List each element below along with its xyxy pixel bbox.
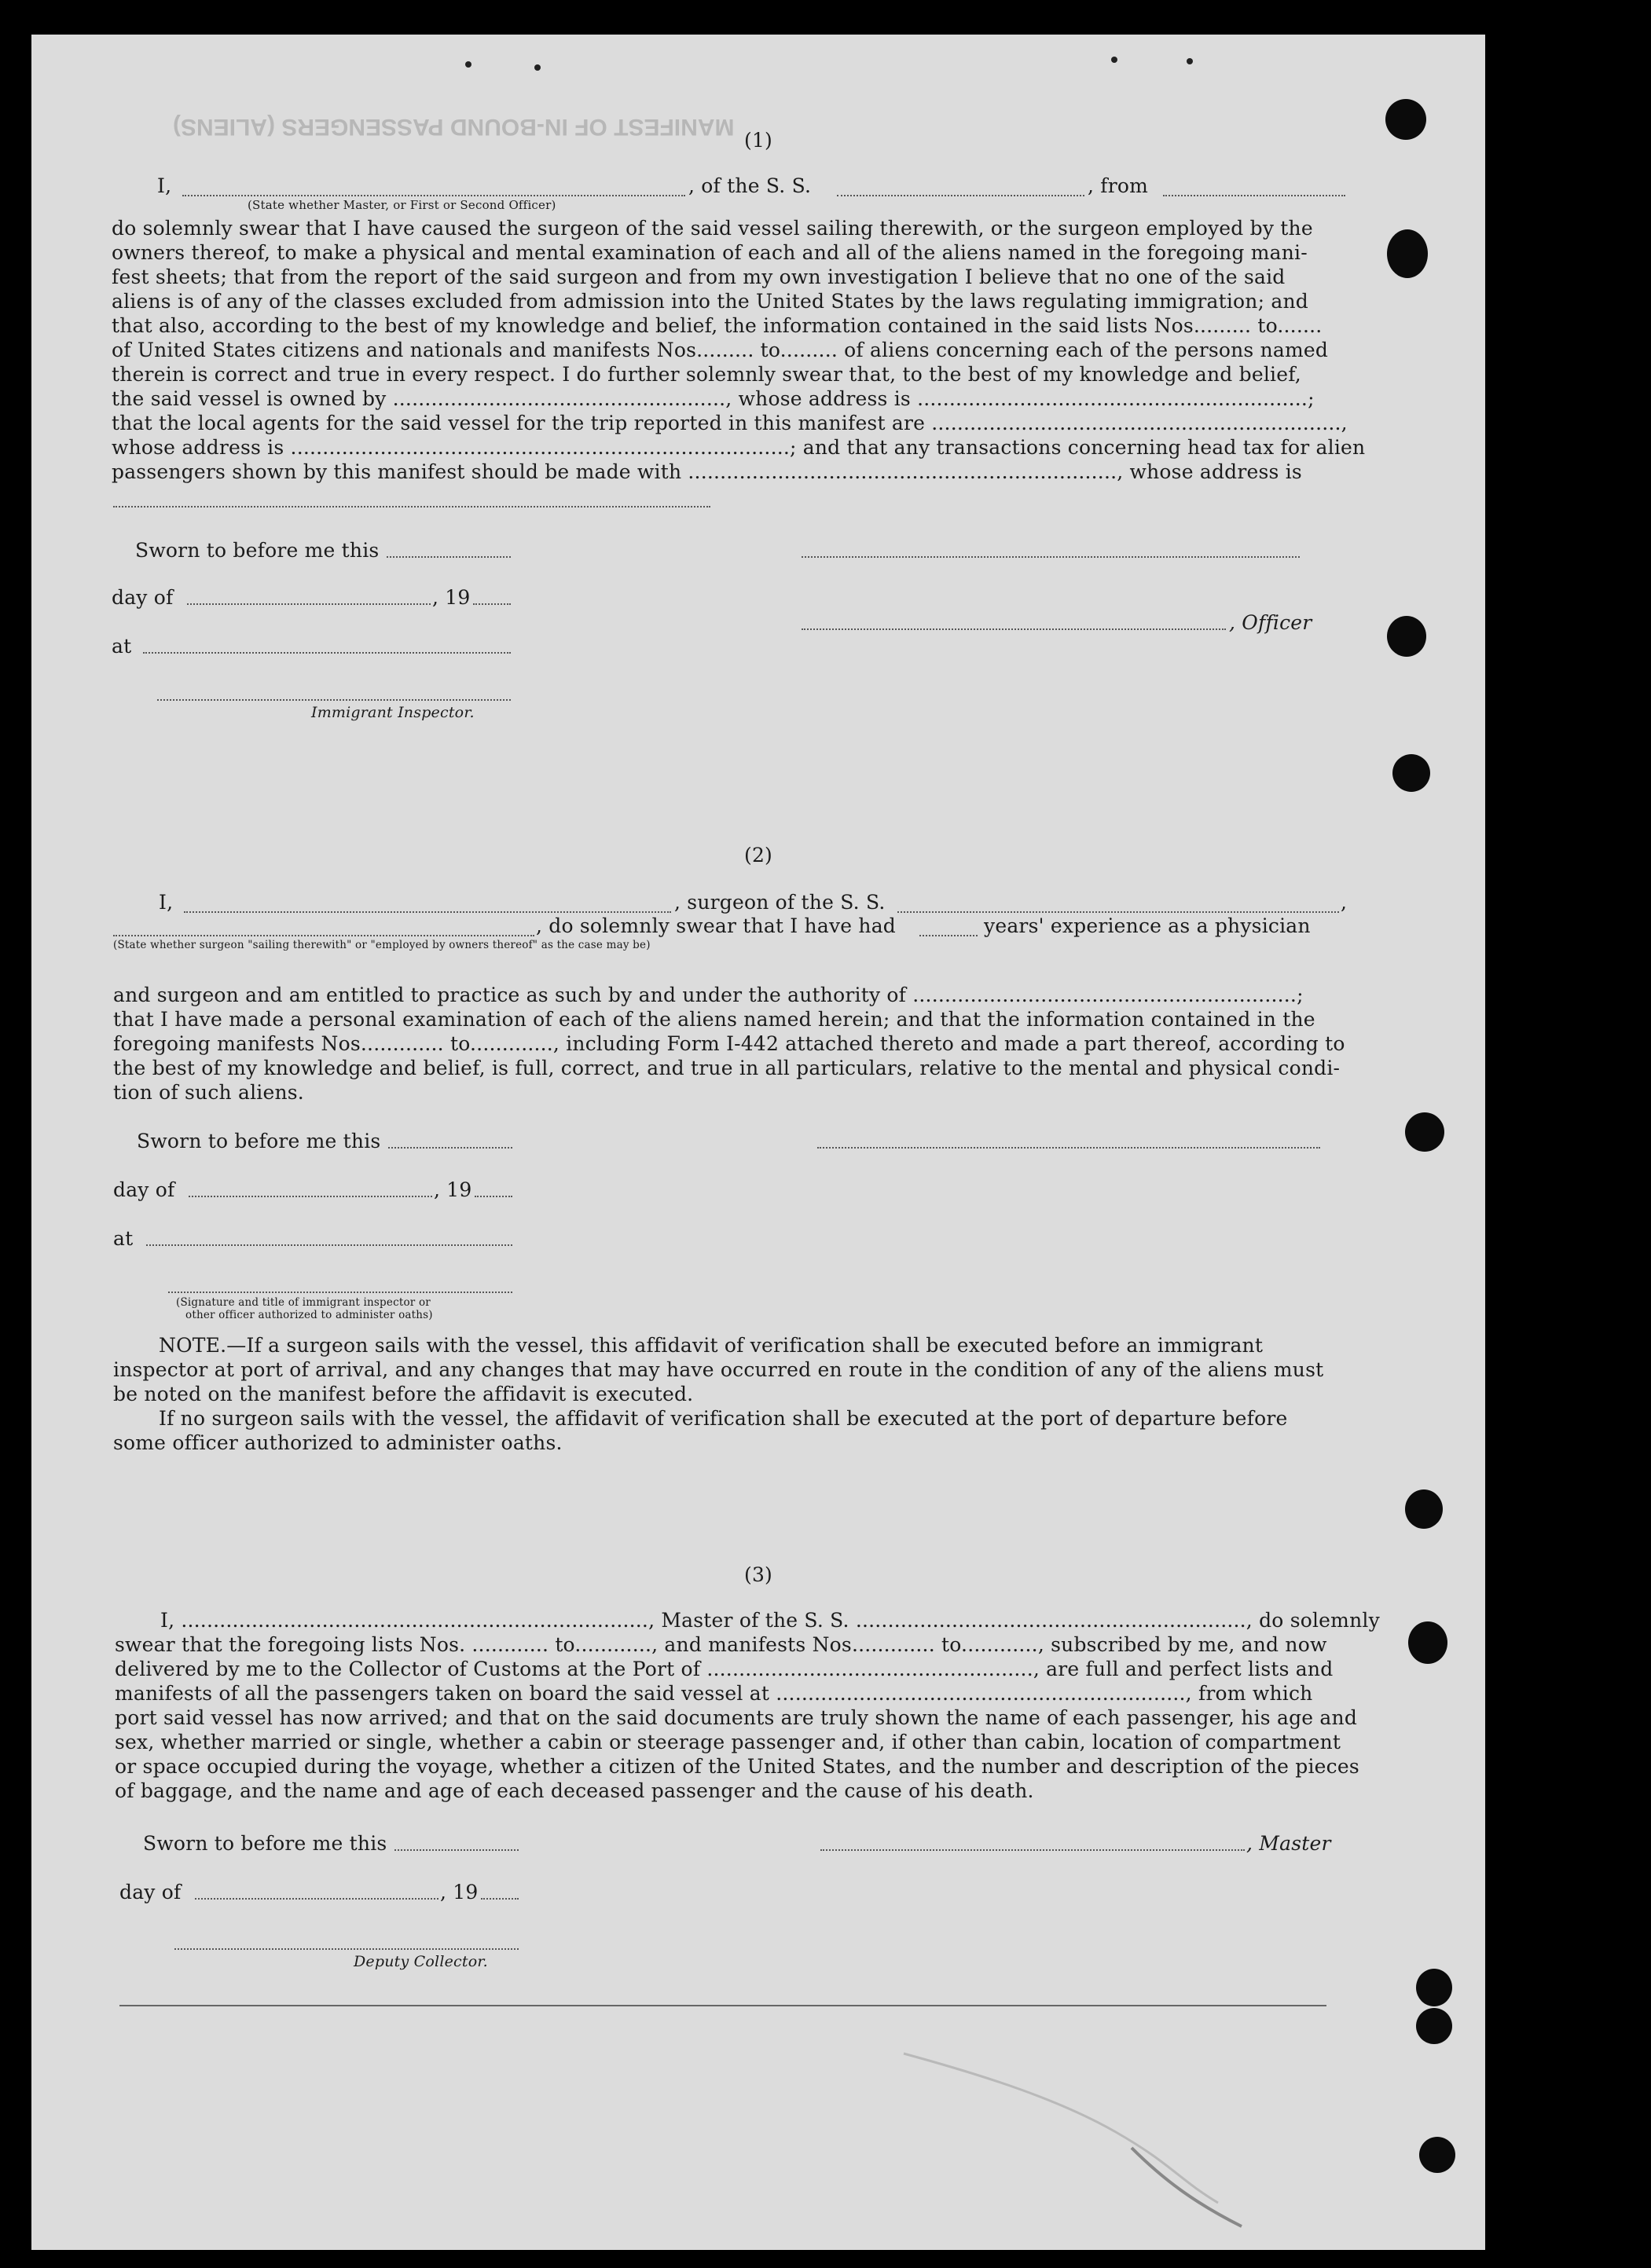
s3-para-line-7: or space occupied during the voyage, whether a citizen of the United States, and the number and description of the pieces [115, 1755, 1359, 1778]
s2-years-field [919, 935, 978, 936]
s1-at-label: at [112, 635, 132, 658]
s1-sworn-label: Sworn to before me this [135, 539, 380, 562]
s2-para-line-3: foregoing manifests Nos............. to............., including Form I-442 attached thereto and made a part thereof, according to [113, 1032, 1345, 1055]
s3-collector-signature-line [174, 1948, 519, 1950]
document-page [31, 35, 1485, 2250]
s1-para-line-4: aliens is of any of the classes excluded from admission into the United States by the laws regulating immigration; and [112, 290, 1308, 313]
s2-note-line-4: If no surgeon sails with the vessel, the affidavit of verification shall be executed at the port of departure before [159, 1407, 1288, 1430]
s2-name-field [184, 911, 671, 913]
s2-vessel-field [897, 911, 1339, 913]
s2-surgeon-signature-line [817, 1147, 1320, 1149]
s2-day-label: day of [113, 1178, 175, 1201]
s2-para-line-5: tion of such aliens. [113, 1081, 304, 1104]
s2-i-label: I, [159, 891, 174, 914]
s3-day-label: day of [119, 1881, 182, 1903]
s2-sworn-label: Sworn to before me this [137, 1130, 381, 1152]
s1-para-line-3: fest sheets; that from the report of the said surgeon and from my own investigation I believe that no one of the said [112, 266, 1286, 288]
s2-note-line-2: inspector at port of arrival, and any changes that may have occurred en route in the condition of any of the aliens must [113, 1358, 1324, 1381]
s2-status-note: (State whether surgeon "sailing therewith" or "employed by owners thereof" as the case may be) [113, 939, 651, 951]
s3-master-label: , Master [1246, 1832, 1331, 1855]
s3-para-line-4: manifests of all the passengers taken on board the said vessel at ................................................................, from which [115, 1682, 1313, 1705]
s1-at-field [143, 652, 511, 654]
s1-year-field [473, 603, 511, 605]
s1-of-ss-label: , of the S. S. [688, 174, 812, 197]
s3-para-line-1: I, ........................................................................., Master of the S. S. ............................................................., do solemnly [160, 1609, 1380, 1632]
s2-note-line-3: be noted on the manifest before the affidavit is executed. [113, 1383, 694, 1405]
s3-day-field [195, 1898, 438, 1900]
s2-para-line-1: and surgeon and am entitled to practice as such by and under the authority of ............................................................; [113, 984, 1304, 1006]
s1-inspector-label: Immigrant Inspector. [311, 704, 475, 721]
punch-hole [1419, 2137, 1455, 2173]
scan-speck [465, 61, 471, 68]
s3-sworn-field [394, 1849, 519, 1851]
punch-hole [1405, 1112, 1444, 1152]
s2-years-label: years' experience as a physician [984, 914, 1311, 937]
s1-para-line-11: passengers shown by this manifest should be made with ..................................................................., whose address is [112, 460, 1302, 483]
s3-collector-label: Deputy Collector. [354, 1953, 488, 1970]
s1-officer-signature-line-1 [802, 556, 1300, 558]
s2-year-field [475, 1196, 512, 1197]
section-1-number: (1) [743, 129, 772, 152]
scan-speck [534, 64, 541, 71]
s1-year-label: , 19 [432, 586, 471, 609]
s2-at-field [146, 1244, 512, 1246]
s2-note-line-5: some officer authorized to administer oaths. [113, 1431, 563, 1454]
s2-para-line-2: that I have made a personal examination of each of the aliens named herein; and that the information contained in the [113, 1008, 1315, 1031]
s3-para-line-2: swear that the foregoing lists Nos. ............ to............, and manifests Nos............. to............, subscribed by me, and now [115, 1633, 1327, 1656]
s1-sworn-field [387, 556, 511, 558]
s1-from-field [1163, 195, 1345, 196]
s1-para-line-5: that also, according to the best of my knowledge and belief, the information contained in the said lists Nos......... to....... [112, 314, 1323, 337]
s2-sig-note-2: other officer authorized to administer oaths) [185, 1309, 433, 1321]
s2-sig-note-1: (Signature and title of immigrant inspector or [176, 1296, 431, 1309]
s2-comma: , [1341, 891, 1348, 914]
s3-master-signature-line [820, 1849, 1245, 1851]
s1-para-line-8: the said vessel is owned by ...................................................., whose address is .............................................................; [112, 387, 1315, 410]
s1-para-line-2: owners thereof, to make a physical and mental examination of each and all of the aliens named in the foregoing mani- [112, 241, 1308, 264]
s3-para-line-6: sex, whether married or single, whether a cabin or steerage passenger and, if other than cabin, location of compartment [115, 1731, 1341, 1753]
s2-sworn-field [388, 1147, 512, 1149]
bottom-rule [119, 2005, 1326, 2006]
s1-para-line-10: whose address is ..............................................................................; and that any transactions concerning head tax for alien [112, 436, 1366, 459]
scan-speck [1111, 57, 1117, 63]
s3-year-label: , 19 [440, 1881, 479, 1903]
paper-crease [896, 2046, 1289, 2234]
punch-hole [1387, 229, 1428, 278]
s2-surgeon-of-ss-label: , surgeon of the S. S. [674, 891, 886, 914]
s1-day-field [187, 603, 431, 605]
punch-hole [1405, 1489, 1443, 1529]
s1-para-line-7: therein is correct and true in every respect. I do further solemnly swear that, to the best of my knowledge and belief, [112, 363, 1301, 386]
s2-at-label: at [113, 1227, 134, 1250]
section-3-number: (3) [743, 1563, 772, 1586]
s3-sworn-label: Sworn to before me this [143, 1832, 387, 1855]
section-2-number: (2) [743, 844, 772, 867]
s3-para-line-8: of baggage, and the name and age of each deceased passenger and the cause of his death. [115, 1779, 1034, 1802]
s1-vessel-field [837, 195, 1084, 196]
punch-hole [1387, 616, 1426, 657]
s2-inspector-signature-line [168, 1292, 512, 1293]
s1-officer-label: , Officer [1229, 611, 1312, 634]
s2-status-field [113, 935, 534, 936]
punch-hole [1392, 754, 1430, 792]
s2-note-line-1: NOTE.—If a surgeon sails with the vessel, this affidavit of verification shall be executed before an immigrant [159, 1334, 1264, 1357]
s2-year-label: , 19 [434, 1178, 472, 1201]
s1-inspector-signature-line [157, 699, 511, 701]
s1-address-field [113, 506, 710, 507]
s2-para-line-4: the best of my knowledge and belief, is full, correct, and true in all particulars, relative to the mental and physical condi- [113, 1057, 1341, 1079]
s3-para-line-5: port said vessel has now arrived; and that on the said documents are truly shown the name of each passenger, his age and [115, 1706, 1358, 1729]
punch-hole [1416, 1969, 1452, 2006]
s1-officer-signature-line-2 [802, 628, 1226, 630]
s3-year-field [481, 1898, 519, 1900]
punch-hole [1408, 1621, 1447, 1664]
s1-day-label: day of [112, 586, 174, 609]
s3-para-line-3: delivered by me to the Collector of Customs at the Port of ..................................................., are full and perfect lists and [115, 1658, 1334, 1680]
s1-title-note: (State whether Master, or First or Second Officer) [248, 198, 556, 212]
s1-from-label: , from [1088, 174, 1149, 197]
s1-i-label: I, [157, 174, 172, 197]
bleed-through-text: MANIFEST OF IN-BOUND PASSENGERS (ALIENS) [173, 114, 735, 140]
s1-para-line-9: that the local agents for the said vessel for the trip reported in this manifest are ................................................................, [112, 412, 1348, 434]
punch-hole [1416, 2008, 1452, 2044]
s2-day-field [189, 1196, 432, 1197]
s1-name-field [182, 195, 685, 196]
s2-swear-label: , do solemnly swear that I have had [536, 914, 897, 937]
s1-para-line-1: do solemnly swear that I have caused the surgeon of the said vessel sailing therewith, or the surgeon employed by the [112, 217, 1313, 240]
punch-hole [1385, 99, 1426, 140]
s1-para-line-6: of United States citizens and nationals and manifests Nos......... to......... of aliens concerning each of the persons named [112, 339, 1329, 361]
scan-speck [1187, 58, 1193, 64]
